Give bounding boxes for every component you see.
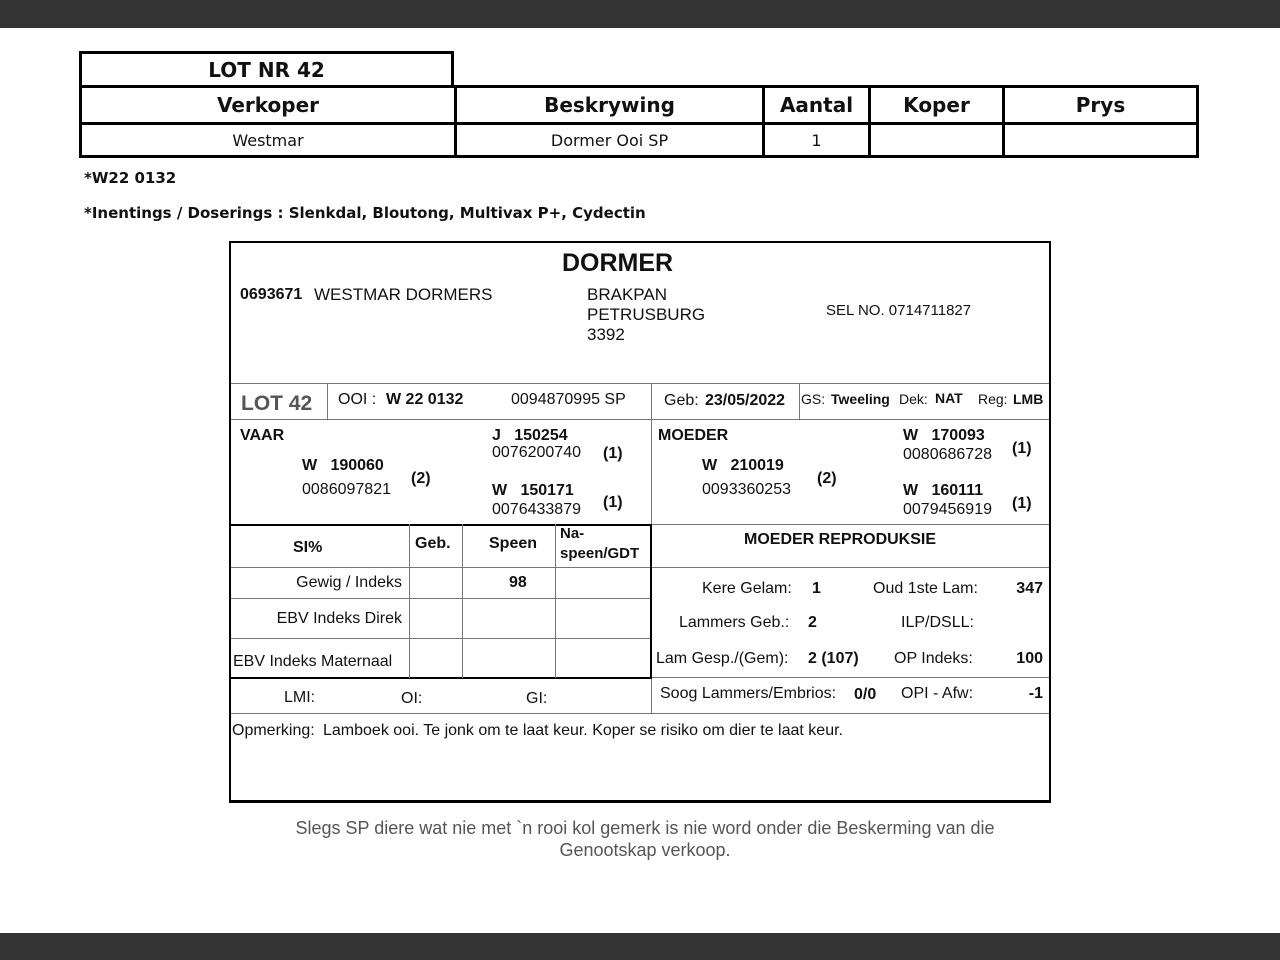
card-lot: LOT 42 bbox=[241, 392, 313, 415]
dek-value: NAT bbox=[935, 390, 963, 406]
geb-label: Geb: bbox=[664, 392, 699, 409]
gi-label: GI: bbox=[526, 690, 548, 707]
soog-lammers-value: 0/0 bbox=[854, 686, 877, 703]
ooi-registration: 0094870995 SP bbox=[511, 391, 626, 408]
header-prys: Prys bbox=[1075, 93, 1126, 117]
repro-title: MOEDER REPRODUKSIE bbox=[744, 531, 937, 548]
header-aantal: Aantal bbox=[779, 93, 854, 117]
dek-label: Dek: bbox=[899, 391, 928, 407]
reg-value: LMB bbox=[1013, 391, 1044, 407]
vaar-label: VAAR bbox=[240, 427, 285, 444]
moeder-grandsire-reg: 0080686728 bbox=[903, 446, 992, 463]
moeder-dam-id: W 210019 bbox=[702, 457, 784, 474]
animal-card bbox=[229, 241, 1051, 803]
ilp-dsll-label: ILP/DSLL: bbox=[901, 614, 974, 631]
kere-gelam-label: Kere Gelam: bbox=[702, 580, 792, 597]
address-line-2: PETRUSBURG bbox=[587, 305, 706, 324]
kere-gelam-value: 1 bbox=[812, 580, 821, 597]
op-indeks-label: OP Indeks: bbox=[894, 650, 973, 667]
moeder-granddam-id: W 160111 bbox=[903, 482, 984, 499]
opi-afw-value: -1 bbox=[1028, 685, 1043, 702]
reg-label: Reg: bbox=[978, 391, 1008, 407]
oud-lam-value: 347 bbox=[1016, 580, 1043, 597]
si-header: SI% bbox=[293, 539, 323, 556]
bottom-bar bbox=[0, 933, 1280, 960]
moeder-grandsire-note: (1) bbox=[1012, 440, 1032, 457]
si-col-geb: Geb. bbox=[415, 535, 451, 552]
si-row-label: EBV Indeks Direk bbox=[276, 610, 402, 627]
oi-label: OI: bbox=[401, 690, 423, 707]
vaar-granddam-note: (1) bbox=[603, 494, 623, 511]
vaar-grandsire-note: (1) bbox=[603, 445, 623, 462]
vaar-granddam-reg: 0076433879 bbox=[492, 501, 581, 518]
si-col-speen: Speen bbox=[489, 535, 538, 552]
moeder-granddam-note: (1) bbox=[1012, 495, 1032, 512]
si-row-label: EBV Indeks Maternaal bbox=[233, 653, 393, 670]
sel-number: SEL NO. 0714711827 bbox=[826, 302, 972, 319]
address-line-1: BRAKPAN bbox=[587, 285, 667, 304]
lam-gesp-value: 2 (107) bbox=[808, 650, 859, 667]
cell-beskrywing: Dormer Ooi SP bbox=[550, 130, 669, 150]
vaar-grandsire-reg: 0076200740 bbox=[492, 444, 581, 461]
moeder-granddam-reg: 0079456919 bbox=[903, 501, 992, 518]
gs-value: Tweeling bbox=[831, 391, 890, 407]
geb-date: 23/05/2022 bbox=[705, 392, 786, 409]
si-row-speen: 98 bbox=[509, 574, 527, 591]
breed-title: DORMER bbox=[562, 249, 674, 277]
ooi-label: OOI : bbox=[338, 391, 377, 408]
moeder-label: MOEDER bbox=[658, 427, 729, 444]
lmi-label: LMI: bbox=[284, 689, 316, 706]
soog-lammers-label: Soog Lammers/Embrios: bbox=[660, 685, 837, 702]
footer-disclaimer-line-2: Genootskap verkoop. bbox=[559, 840, 731, 860]
vaccination-note: *Inentings / Doserings : Slenkdal, Bloutong, Multivax P+, Cydectin bbox=[84, 204, 646, 222]
id-note: *W22 0132 bbox=[84, 169, 177, 187]
cell-verkoper: Westmar bbox=[232, 130, 304, 150]
vaar-grandsire-id: J 150254 bbox=[492, 427, 568, 444]
gs-label: GS: bbox=[801, 391, 826, 407]
moeder-dam-reg: 0093360253 bbox=[702, 481, 791, 498]
lam-gesp-label: Lam Gesp./(Gem): bbox=[656, 650, 789, 667]
address-line-3: 3392 bbox=[587, 325, 625, 344]
vaar-sire-note: (2) bbox=[411, 470, 431, 487]
opi-afw-label: OPI - Afw: bbox=[901, 685, 974, 702]
breeder-name: WESTMAR DORMERS bbox=[314, 285, 493, 304]
header-koper: Koper bbox=[903, 93, 970, 117]
oud-lam-label: Oud 1ste Lam: bbox=[873, 580, 978, 597]
vaar-sire-id: W 190060 bbox=[302, 457, 384, 474]
header-verkoper: Verkoper bbox=[216, 93, 320, 117]
cell-prys bbox=[1005, 125, 1196, 155]
cell-koper bbox=[871, 125, 1002, 155]
lot-table bbox=[79, 85, 1199, 158]
opmerking-text: Lamboek ooi. Te jonk om te laat keur. Koper se risiko om dier te laat keur. bbox=[323, 722, 843, 739]
cell-aantal: 1 bbox=[811, 130, 822, 150]
lammers-geb-value: 2 bbox=[808, 614, 817, 631]
op-indeks-value: 100 bbox=[1016, 650, 1043, 667]
moeder-dam-note: (2) bbox=[817, 470, 837, 487]
si-col-speen-gdt: speen/GDT bbox=[560, 545, 640, 562]
header-beskrywing: Beskrywing bbox=[544, 93, 675, 117]
lammers-geb-label: Lammers Geb.: bbox=[679, 614, 790, 631]
moeder-grandsire-id: W 170093 bbox=[903, 427, 985, 444]
breeder-number: 0693671 bbox=[240, 286, 303, 303]
top-bar bbox=[0, 0, 1280, 28]
opmerking-label: Opmerking: bbox=[232, 722, 315, 739]
lot-title-box bbox=[79, 51, 454, 89]
si-col-na: Na- bbox=[560, 525, 585, 542]
ooi-id: W 22 0132 bbox=[386, 391, 464, 408]
vaar-sire-reg: 0086097821 bbox=[302, 481, 391, 498]
vaar-granddam-id: W 150171 bbox=[492, 482, 574, 499]
lot-title: LOT NR 42 bbox=[208, 58, 325, 82]
footer-disclaimer-line-1: Slegs SP diere wat nie met `n rooi kol gemerk is nie word onder die Beskerming van die bbox=[295, 818, 995, 838]
si-row-label: Gewig / Indeks bbox=[296, 574, 402, 591]
